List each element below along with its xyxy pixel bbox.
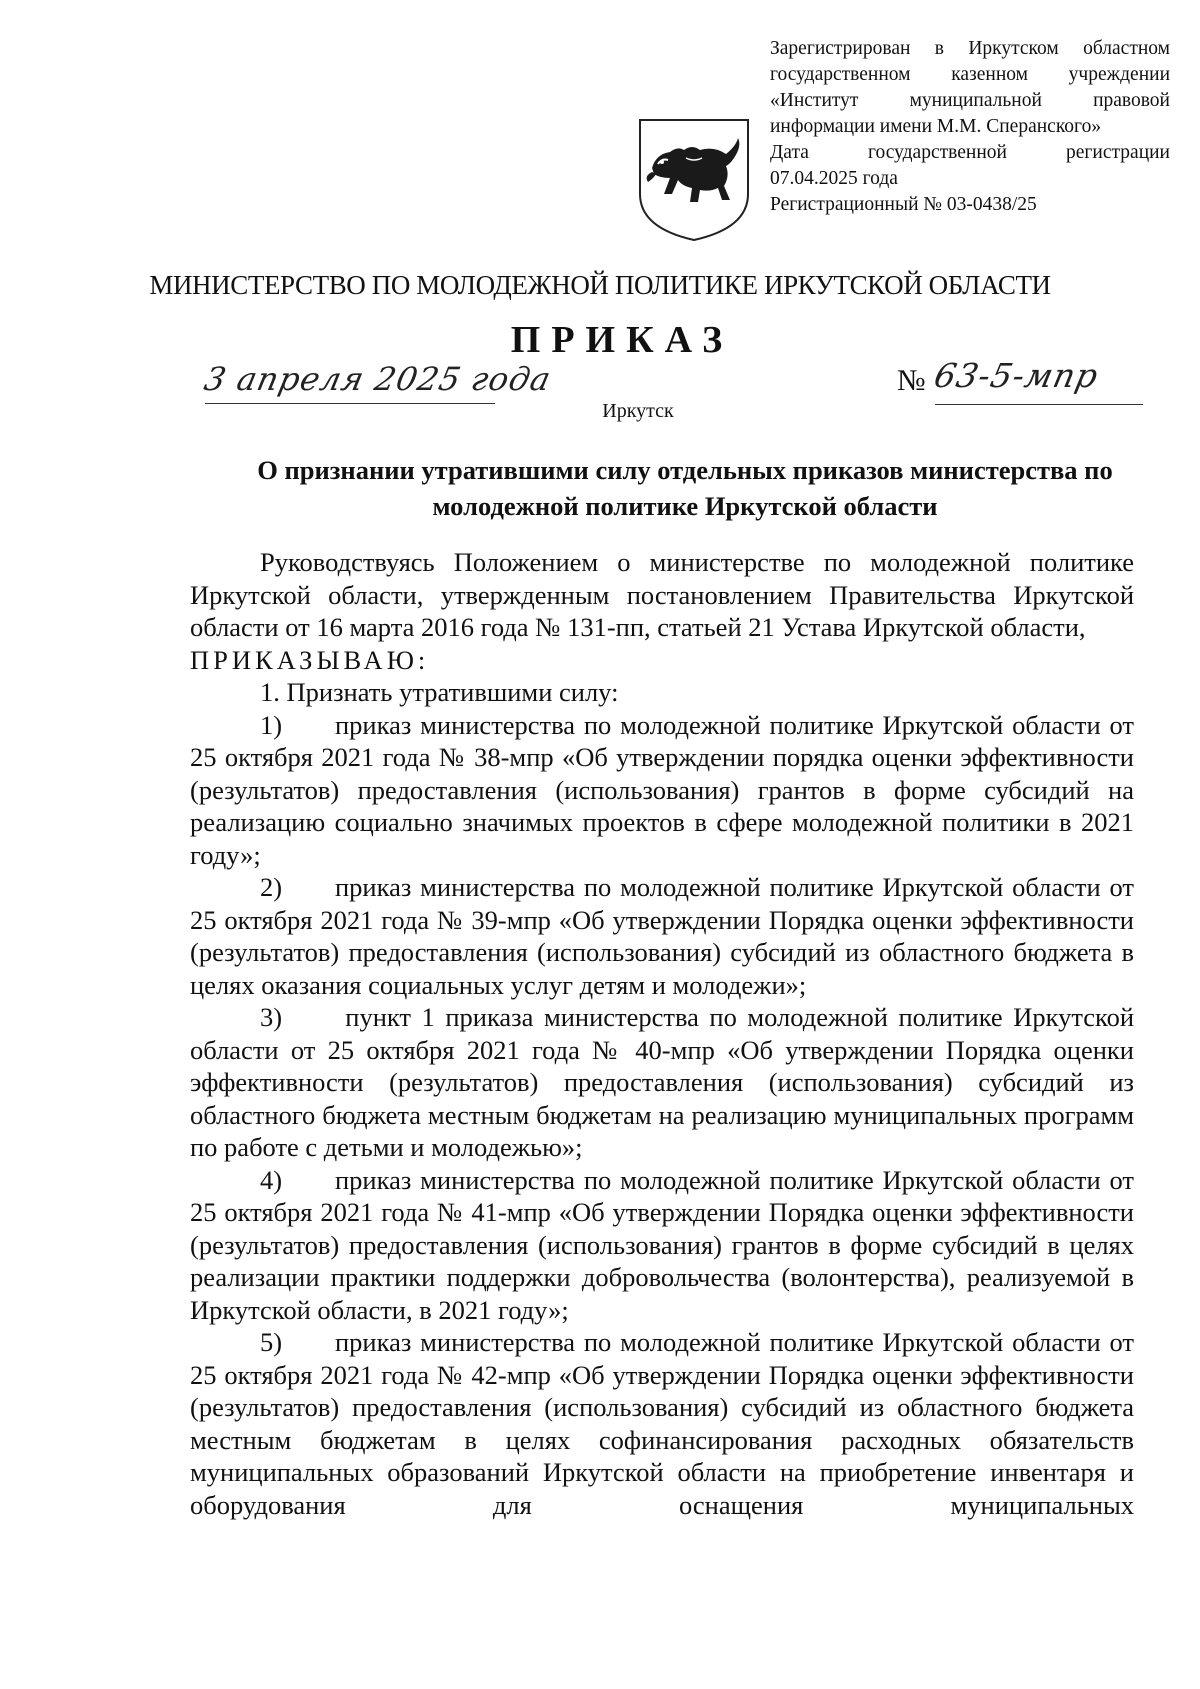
item-text: приказ министерства по молодежной политике Иркутской области от 25 октября 2021 года № 39-мпр «Об утверждении Порядка оценки эффективности (результатов) предоставления (использования) субсидий из областного бюджета в целях оказания социальных услуг детям и молодежи»; (190, 872, 1134, 1000)
item-number: 1) (260, 709, 283, 740)
list-item (190, 1164, 1134, 1327)
registration-line: информации имени М.М. Сперанского» (770, 116, 1102, 137)
ministry-name: МИНИСТЕРСТВО ПО МОЛОДЕЖНОЙ ПОЛИТИКЕ ИРКУТСКОЙ ОБЛАСТИ (149, 270, 1051, 300)
item-text: пункт 1 приказа министерства по молодежной политике Иркутской области от 25 октября 2021 года № 40-мпр «Об утверждении Порядка оценки эффективности (результатов) предоставления (использования) субсидий из областного бюджета местным бюджетам на реализацию муниципальных программ по работе с детьми и молодежью»; (190, 1002, 1134, 1162)
registration-line: Дата государственной регистрации (770, 142, 1170, 163)
item-text: приказ министерства по молодежной политике Иркутской области от 25 октября 2021 года № 38-мпр «Об утверждении порядка оценки эффективности (результатов) предоставления (использования) грантов в форме субсидий на реализацию социально значимых проектов в сфере молодежной политики в 2021 году»; (190, 709, 1134, 870)
preamble: Руководствуясь Положением о министерстве по молодежной политике Иркутской области, утвержденным постановлением Правительства Иркутской области от 16 марта 2016 года № 131-пп, статьей 21 Устава Иркутской области, (190, 547, 1134, 642)
item-number: 5) (260, 1327, 283, 1357)
item-text: приказ министерства по молодежной политике Иркутской области от 25 октября 2021 года № 41-мпр «Об утверждении Порядка оценки эффективности (результатов) предоставления (использования) грантов в форме субсидий в целях реализации практики поддержки добровольчества (волонтерства), реализуемой в Иркутской области, в 2021 году»; (190, 1164, 1134, 1325)
handwritten-date: 3 апреля 2025 года (200, 360, 555, 398)
list-item (190, 1001, 1134, 1164)
registration-date: 07.04.2025 года (770, 168, 898, 189)
list-item (190, 1326, 1134, 1521)
registration-line: Зарегистрирован в Иркутском областном (770, 38, 1170, 59)
orders-word: ПРИКАЗЫВАЮ: (190, 644, 430, 675)
item-number: 3) (260, 1002, 283, 1032)
item-number: 4) (260, 1164, 283, 1195)
item-number: 2) (260, 872, 283, 902)
registration-number: Регистрационный № 03-0438/25 (770, 194, 1037, 215)
handwritten-number: 63-5-мпр (930, 356, 1103, 395)
document-type: ПРИКАЗ (510, 319, 734, 361)
city: Иркутск (602, 400, 674, 422)
registration-line: государственном казенном учреждении (770, 64, 1170, 85)
number-sign: № (897, 364, 926, 397)
document-body (190, 546, 1134, 1521)
document-subject: О признании утратившими силу отдельных приказов министерства по молодежной политике Иркутской области (257, 455, 1113, 521)
point-1: 1. Признать утратившими силу: (260, 677, 619, 707)
list-item (190, 709, 1134, 872)
registration-stamp (770, 36, 1170, 218)
list-item (190, 871, 1134, 1001)
registration-line: «Институт муниципальной правовой (770, 90, 1170, 111)
irkutsk-coat-of-arms-icon (634, 116, 754, 244)
item-text: приказ министерства по молодежной политике Иркутской области от 25 октября 2021 года № 42-мпр «Об утверждении Порядка оценки эффективности (результатов) предоставления (использования) субсидий из областного бюджета местным бюджетам в целях софинансирования расходных обязательств муниципальных образований Иркутской области на приобретение инвентаря и оборудования для оснащения муниципальных (190, 1327, 1134, 1520)
